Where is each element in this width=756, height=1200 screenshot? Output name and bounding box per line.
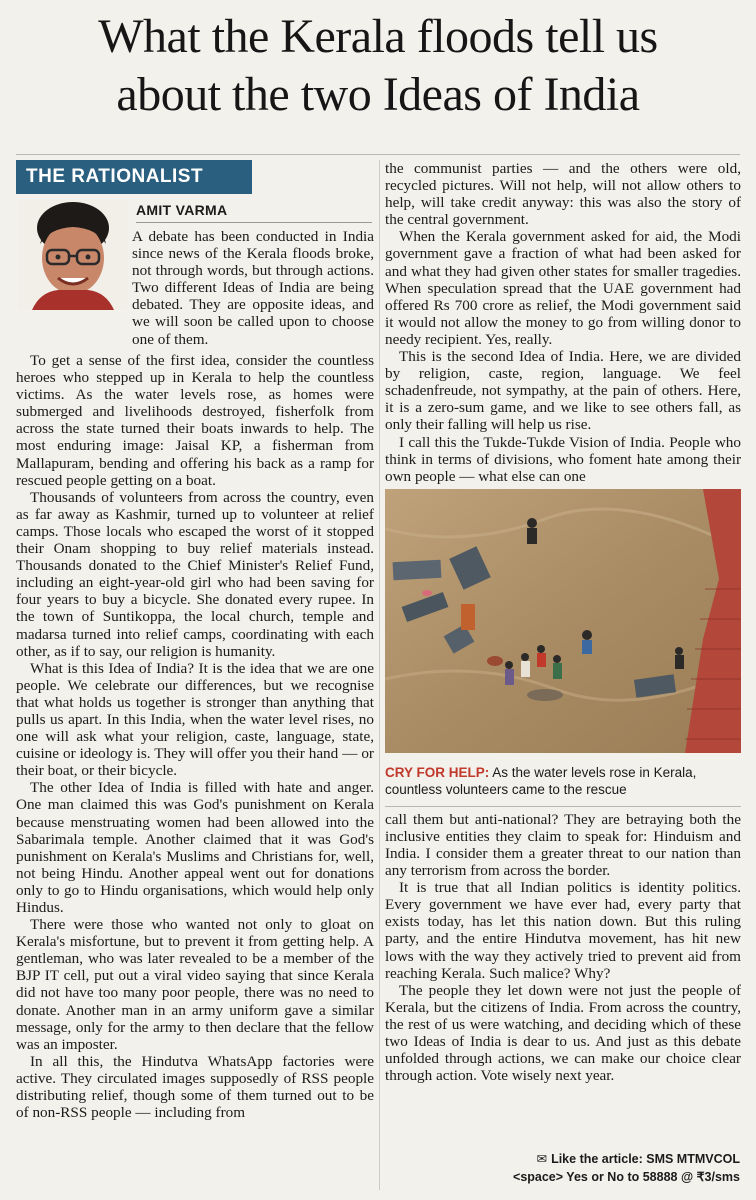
sms-line-2: <space> Yes or No to 58888 @ ₹3/sms — [513, 1170, 740, 1184]
column-divider — [379, 160, 380, 1190]
envelope-icon: ✉ — [536, 1152, 548, 1166]
headline — [0, 8, 756, 124]
paragraph: The people they let down were not just the people of Kerala, but the citizens of India. From across the country, the rest of us were watching, and deciding which of these two Ideas of India is dear to us. And just as this debate unfolded through actions, we can make our choice clear through action. Vote wisely next year. — [385, 981, 741, 1085]
paragraph: I call this the Tukde-Tukde Vision of India. People who think in terms of divisions, who foment hate among their own people — what else can one — [385, 433, 741, 485]
left-column — [16, 160, 374, 1195]
paragraph: In all this, the Hindutva WhatsApp factories were active. They circulated images supposedly of RSS people distributing relief, though some of them turned out to be of non-RSS people — including from — [16, 1052, 374, 1122]
photo-caption — [385, 758, 741, 807]
paragraph: call them but anti-national? They are betraying both the inclusive entities they claim to speak for: Hinduism and India. I consider them a greater threat to our nation than any terrorism from across the border. — [385, 810, 741, 880]
paragraph: When the Kerala government asked for aid, the Modi government gave a fraction of what had been asked for and what they had given other states for smaller tragedies. When speculation spread that the UAE government had offered Rs 700 crore as relief, the Modi government said it would not allow the money to go from willing donor to needy recipient. Yes, really. — [385, 228, 741, 348]
caption-text: As the water levels rose in Kerala, countless volunteers came to the rescue — [385, 764, 697, 797]
paragraph: Thousands of volunteers from across the country, even as far away as Kashmir, turned up to volunteer at relief camps. Those locals who escaped the worst of it stopped their Onam shopping to buy relief materials instead. Thousands donated to the Chief Minister's Relief Fund, including an eight-year-old girl who had been saving for four years to buy a bicycle. She donated every rupee. In the town of Suntikoppa, the local church, temple and madarsa turned into relief camps, coordinating with each other, as if to say, our religion is humanity. — [16, 488, 374, 660]
column-badge: THE RATIONALIST — [16, 160, 252, 194]
author-block — [16, 198, 374, 348]
paragraph: It is true that all Indian politics is identity politics. Every government we have ever had, every party that exists today, has let this nation down. But this ruling party, and the entire Hindutva movement, has hit new lows with the way they actively tried to prevent aid from reaching Kerala. Such malice? Why? — [385, 879, 741, 982]
flood-photo — [385, 489, 741, 753]
sms-line-1: Like the article: SMS MTMVCOL — [551, 1152, 740, 1166]
headline-line-2: about the two Ideas of India — [116, 68, 640, 121]
caption-lead: CRY FOR HELP: — [385, 764, 490, 780]
left-body — [16, 352, 374, 1121]
paragraph: There were those who wanted not only to gloat on Kerala's misfortune, but to prevent it from getting help. A gentleman, who was later revealed to be a member of the BJP IT cell, put out a viral video saying that since Kerala did not have too many poor people, there was no need to donate. Another man in an army uniform gave a similar message, only for the army to then declare that the fellow was an imposter. — [16, 916, 374, 1053]
headline-line-1: What the Kerala floods tell us — [98, 10, 658, 63]
sms-feedback — [513, 1150, 740, 1186]
paragraph: To get a sense of the first idea, consider the countless heroes who stepped up in Kerala to help the countless victims. As the water levels rose, as homes were submerged and livelihoods destroyed, fisherfolk from across the state turned their boats inwards to help. The most enduring image: Jaisal KP, a fisherman from Mallapuram, bending and offering his back as a ramp for rescued people getting on a boat. — [16, 352, 374, 489]
author-portrait — [18, 200, 128, 310]
right-column — [385, 160, 741, 1195]
intro-paragraph: A debate has been conducted in India since news of the Kerala floods broke, not through words, but through actions. Two different Ideas of India are being debated. They are opposite ideas, and we will soon be called upon to choose one of them. — [132, 228, 374, 348]
paragraph: The other Idea of India is filled with hate and anger. One man claimed this was God's punishment on Kerala because menstruating women had been allowed into the Sabarimala temple. Another claimed that it was God's punishment on Kerala's Muslims and Christians for, well, not being Hindu. Another appeal went out for donations only to go to Hindu organisations, which would help only Hindus. — [16, 779, 374, 916]
byline-rule — [136, 222, 372, 223]
paragraph: This is the second Idea of India. Here, we are divided by religion, caste, region, language. We feel schadenfreude, not sympathy, at the pain of others. Here, it is a zero-sum game, and we like to see others fall, as only their falling will help us rise. — [385, 348, 741, 434]
paragraph: the communist parties — and the others were old, recycled pictures. Will not help, will not allow others to help, will take credit anyway: this was also the story of the central government. — [385, 160, 741, 229]
paragraph: What is this Idea of India? It is the idea that we are one people. We celebrate our differences, but we recognise that what holds us together is stronger than anything that pulls us apart. In this India, when the water level rises, no one will ask what your religion, caste, language, state, cuisine or ideology is. They will offer you their hand — or their boat, or their bicycle. — [16, 659, 374, 780]
headline-rule — [16, 154, 740, 155]
right-body-bottom — [385, 811, 741, 1085]
author-name: AMIT VARMA — [136, 202, 228, 218]
